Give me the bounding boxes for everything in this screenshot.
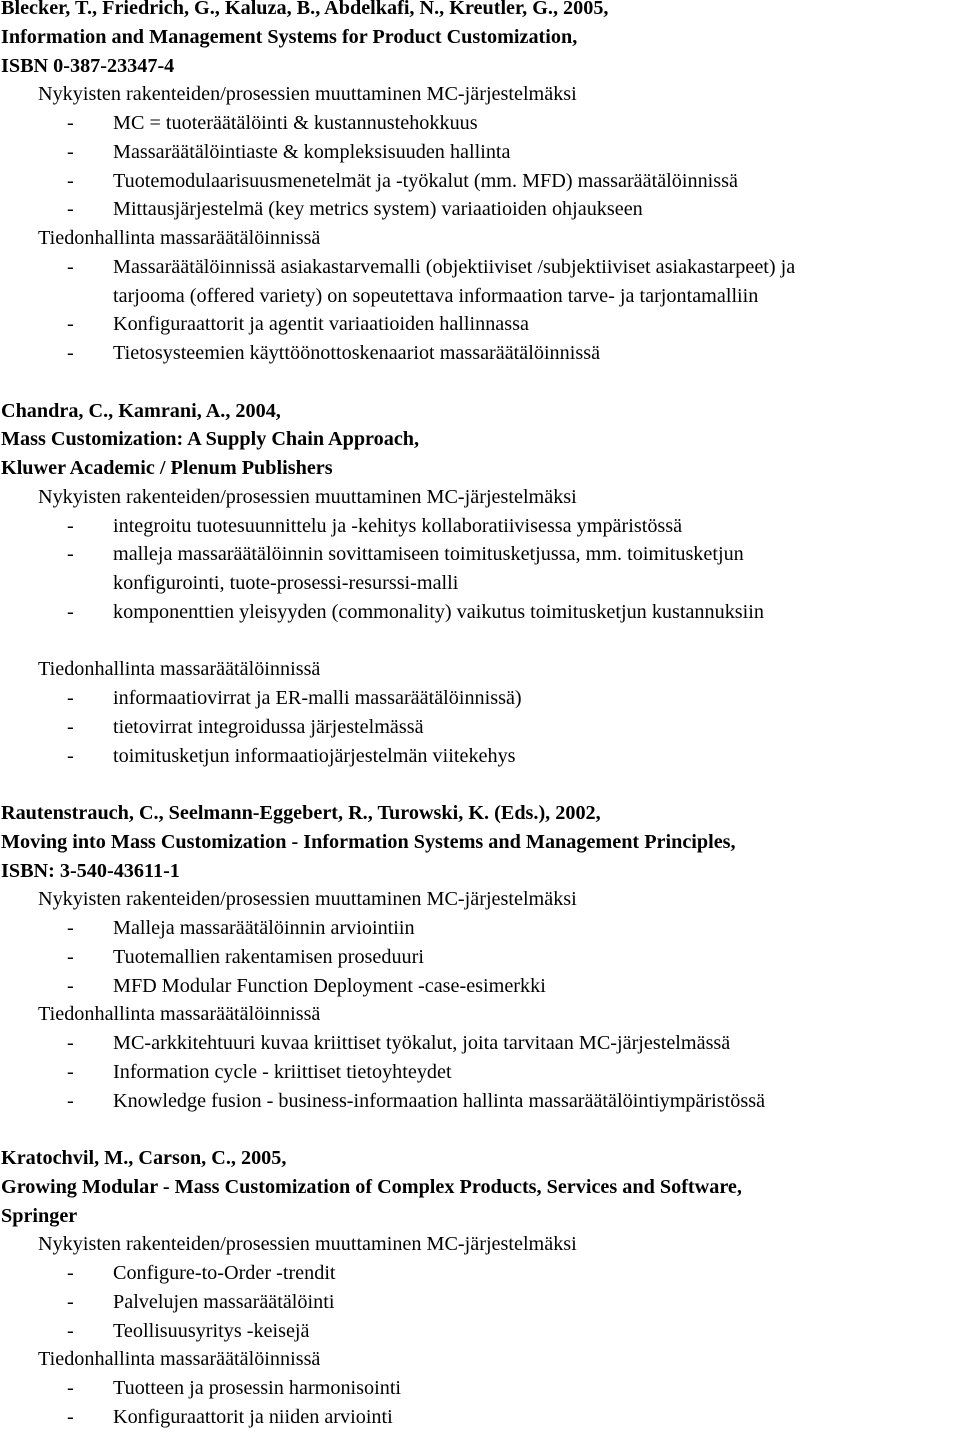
list-item-text: Teollisuusyritys -keisejä xyxy=(113,1319,310,1342)
section-title: Nykyisten rakenteiden/prosessien muuttaminen MC-järjestelmäksi xyxy=(38,888,577,911)
dash-marker: - xyxy=(67,313,74,336)
section-title: Tiedonhallinta massaräätälöinnissä xyxy=(38,1348,321,1371)
dash-marker: - xyxy=(67,917,74,939)
list-item-text: MC = tuoteräätälöinti & kustannustehokkuus xyxy=(113,112,478,134)
reference-title: Mass Customization: A Supply Chain Approach, xyxy=(1,428,420,451)
list-item xyxy=(0,1029,960,1058)
reference-entry xyxy=(0,397,960,771)
bullet-list xyxy=(0,253,960,368)
list-item-text: tarjooma (offered variety) on sopeutettava informaation tarve- ja tarjontamalliin xyxy=(113,284,759,307)
bullet-list xyxy=(0,512,960,627)
list-item-text: toimitusketjun informaatiojärjestelmän viitekehys xyxy=(113,744,516,767)
list-item-text: Knowledge fusion - business-informaation hallinta massaräätälöintiympäristössä xyxy=(113,1089,766,1112)
reference-entry xyxy=(0,0,960,368)
list-item-text: komponenttien yleisyyden (commonality) vaikutus toimitusketjun kustannuksiin xyxy=(113,600,764,623)
list-item xyxy=(0,943,960,972)
dash-marker: - xyxy=(67,687,74,709)
list-item-text: malleja massaräätälöinnin sovittamiseen toimitusketjussa, mm. toimitusketjun xyxy=(113,543,744,566)
dash-marker: - xyxy=(67,744,74,767)
list-item xyxy=(0,972,960,1001)
list-item xyxy=(0,138,960,167)
list-item-text: Mittausjärjestelmä (key metrics system) variaatioiden ohjaukseen xyxy=(113,198,643,221)
list-item xyxy=(0,253,960,311)
reference-entry xyxy=(0,1144,960,1432)
list-item-text: Konfiguraattorit ja niiden arviointi xyxy=(113,1405,393,1428)
section-title: Nykyisten rakenteiden/prosessien muuttaminen MC-järjestelmäksi xyxy=(38,485,577,508)
dash-marker: - xyxy=(67,1377,74,1399)
bullet-list xyxy=(0,684,960,770)
list-item xyxy=(0,195,960,224)
reference-publication: Kluwer Academic / Plenum Publishers xyxy=(1,457,333,479)
bullet-list xyxy=(0,109,960,224)
dash-marker: - xyxy=(67,543,74,566)
reference-authors: Rautenstrauch, C., Seelmann-Eggebert, R., Turowski, K. (Eds.), 2002, xyxy=(1,802,601,824)
list-item xyxy=(0,1317,960,1346)
dash-marker: - xyxy=(67,112,74,134)
dash-marker: - xyxy=(67,342,74,364)
list-item-text: Configure-to-Order -trendit xyxy=(113,1262,336,1284)
list-item-text: Tietosysteemien käyttöönottoskenaariot massaräätälöinnissä xyxy=(113,342,601,364)
bullet-list xyxy=(0,1029,960,1115)
dash-marker: - xyxy=(67,600,74,623)
reference-authors: Kratochvil, M., Carson, C., 2005, xyxy=(1,1147,287,1169)
dash-marker: - xyxy=(67,1319,74,1342)
list-item-text: tietovirrat integroidussa järjestelmässä xyxy=(113,715,424,738)
list-item-text: Massaräätälöintiaste & kompleksisuuden hallinta xyxy=(113,140,511,163)
list-item xyxy=(0,310,960,339)
reference-authors: Blecker, T., Friedrich, G., Kaluza, B., Abdelkafi, N., Kreutler, G., 2005, xyxy=(1,0,609,19)
dash-marker: - xyxy=(67,945,74,968)
reference-title: Information and Management Systems for Product Customization, xyxy=(1,25,578,48)
dash-marker: - xyxy=(67,1089,74,1112)
dash-marker: - xyxy=(67,169,74,192)
list-item-text: MFD Modular Function Deployment -case-esimerkki xyxy=(113,974,546,997)
section-title: Nykyisten rakenteiden/prosessien muuttaminen MC-järjestelmäksi xyxy=(38,1233,577,1256)
dash-marker: - xyxy=(67,1262,74,1284)
reference-publication: Springer xyxy=(1,1204,78,1227)
list-item-text: Tuotteen ja prosessin harmonisointi xyxy=(113,1377,402,1399)
list-item xyxy=(0,713,960,742)
bullet-list xyxy=(0,1259,960,1345)
list-item xyxy=(0,339,960,368)
list-item-text: Information cycle - kriittiset tietoyhteydet xyxy=(113,1060,452,1083)
section-title: Tiedonhallinta massaräätälöinnissä xyxy=(38,227,321,249)
list-item xyxy=(0,1403,960,1432)
list-item-text: Malleja massaräätälöinnin arviointiin xyxy=(113,917,415,939)
bullet-list xyxy=(0,914,960,1000)
bullet-list xyxy=(0,1374,960,1432)
section-title: Nykyisten rakenteiden/prosessien muuttaminen MC-järjestelmäksi xyxy=(38,83,577,106)
list-item-text: Konfiguraattorit ja agentit variaatioiden hallinnassa xyxy=(113,313,529,336)
list-item xyxy=(0,1259,960,1288)
dash-marker: - xyxy=(67,974,74,997)
list-item xyxy=(0,540,960,598)
dash-marker: - xyxy=(67,715,74,738)
dash-marker: - xyxy=(67,198,74,221)
dash-marker: - xyxy=(67,140,74,163)
list-item xyxy=(0,1288,960,1317)
list-item xyxy=(0,1087,960,1116)
list-item xyxy=(0,742,960,771)
dash-marker: - xyxy=(67,255,74,278)
list-item xyxy=(0,598,960,627)
section-title: Tiedonhallinta massaräätälöinnissä xyxy=(38,658,321,681)
list-item xyxy=(0,1058,960,1087)
reference-title: Moving into Mass Customization - Information Systems and Management Principles, xyxy=(1,830,736,853)
dash-marker: - xyxy=(67,1032,74,1054)
list-item-text: Massaräätälöinnissä asiakastarvemalli (objektiiviset /subjektiiviset asiakastarpeet) ja xyxy=(113,255,796,278)
reference-title: Growing Modular - Mass Customization of Complex Products, Services and Software, xyxy=(1,1175,742,1198)
section-spacer xyxy=(0,627,960,656)
list-item xyxy=(0,109,960,138)
dash-marker: - xyxy=(67,1405,74,1428)
dash-marker: - xyxy=(67,514,74,537)
reference-authors: Chandra, C., Kamrani, A., 2004, xyxy=(1,399,281,422)
list-item-text: Tuotemodulaarisuusmenetelmät ja -työkalut (mm. MFD) massaräätälöinnissä xyxy=(113,169,738,192)
list-item-text: MC-arkkitehtuuri kuvaa kriittiset työkalut, joita tarvitaan MC-järjestelmässä xyxy=(113,1032,731,1054)
list-item xyxy=(0,512,960,541)
list-item-text: Palvelujen massaräätälöinti xyxy=(113,1290,335,1313)
list-item-text: Tuotemallien rakentamisen proseduuri xyxy=(113,945,424,968)
list-item xyxy=(0,167,960,196)
dash-marker: - xyxy=(67,1290,74,1313)
dash-marker: - xyxy=(67,1060,74,1083)
list-item xyxy=(0,684,960,713)
section-title: Tiedonhallinta massaräätälöinnissä xyxy=(38,1003,321,1026)
list-item-text: informaatiovirrat ja ER-malli massaräätälöinnissä) xyxy=(113,687,522,709)
reference-publication: ISBN: 3-540-43611-1 xyxy=(1,859,180,882)
reference-publication: ISBN 0-387-23347-4 xyxy=(1,54,175,77)
list-item xyxy=(0,914,960,943)
list-item xyxy=(0,1374,960,1403)
reference-entry xyxy=(0,799,960,1115)
list-item-text: konfigurointi, tuote-prosessi-resurssi-malli xyxy=(113,572,459,594)
list-item-text: integroitu tuotesuunnittelu ja -kehitys kollaboratiivisessa ympäristössä xyxy=(113,514,683,537)
